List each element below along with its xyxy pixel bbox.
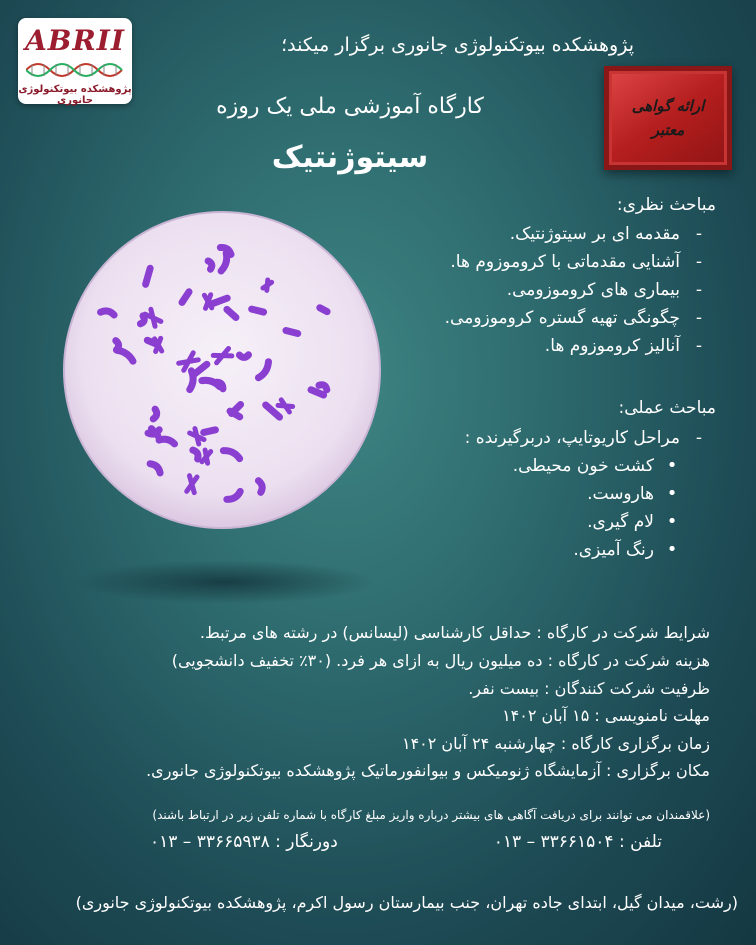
info-deadline: مهلت نامنویسی : ۱۵ آبان ۱۴۰۲ [502,706,710,725]
list-item: - بیماری های کروموزومی. [445,276,718,304]
list-item: - آشنایی مقدماتی با کروموزوم ها. [445,248,718,276]
list-item: • لام گیری. [513,508,690,536]
workshop-type: کارگاه آموزشی ملی یک روزه [216,94,484,119]
list-item: • هاروست. [513,480,690,508]
chromosome-mark [101,311,115,315]
list-item: - آنالیز کروموزوم ها. [445,332,718,360]
practice-intro-list [465,424,718,452]
chromosome-mark [147,340,155,343]
list-item: • کشت خون محیطی. [513,452,690,480]
info-capacity: ظرفیت شرکت کنندگان : بیست نفر. [468,679,710,698]
organizer-line: پژوهشکده بیوتکنولوژی جانوری برگزار میکند؛ [281,34,634,56]
chromosome-mark [148,430,159,434]
chromosome-mark [320,308,327,312]
chromosome-mark [146,268,151,284]
list-item: - چگونگی تهیه گستره کروموزومی. [445,304,718,332]
contact-note: (علاقمندان می توانند برای دریافت آگاهی های بیشتر درباره واریز مبلغ کارگاه با شماره تلفن زیر در ارتباط باشند) [152,808,710,822]
dna-helix-icon [26,58,124,82]
info-fee: هزینه شرکت در کارگاه : ده میلیون ریال به ازای هر فرد. (۳۰٪ تخفیف دانشجویی) [171,651,710,670]
chromosome-spread-image [40,190,400,610]
chromosome-mark [311,390,324,395]
practice-steps-list [513,452,690,564]
theory-list [445,220,718,360]
list-item: • رنگ آمیزی. [513,536,690,564]
fax-number: دورنگار : ۳۳۶۶۵۹۳۸ – ۰۱۳ [150,832,338,852]
certificate-badge [604,66,732,170]
abrii-logo [18,18,132,104]
chromosome-mark [204,430,216,433]
theory-title: مباحث نظری: [616,195,716,215]
info-location: مکان برگزاری : آزمایشگاه ژنومیکس و بیوانفورماتیک پژوهشکده بیوتکنولوژی جانوری. [146,761,710,780]
badge-line-1: ارائه گواهی [631,97,705,115]
list-item: - مراحل کاریوتایپ، دربرگیرنده : [465,424,718,452]
info-requirements: شرایط شرکت در کارگاه : حداقل کارشناسی (لیسانس) در رشته های مرتبط. [199,623,710,642]
chromosome-mark [258,481,262,493]
workshop-title: سیتوژنتیک [271,140,429,175]
chromosome-mark [153,409,156,419]
logo-subtitle: پژوهشکده بیوتکنولوژی جانوری [18,84,132,106]
chromosome-mark [286,331,298,334]
info-date: زمان برگزاری کارگاه : چهارشنبه ۲۴ آبان ۱۴۰۲ [401,734,710,753]
chromosome-mark [140,316,144,324]
phone-number: تلفن : ۳۳۶۶۱۵۰۴ – ۰۱۳ [493,832,662,852]
chromosome-mark [208,261,212,269]
list-item: - مقدمه ای بر سیتوژنتیک. [445,220,718,248]
chromosome-mark [252,309,264,312]
logo-title: ABRII [25,24,125,57]
address: (رشت، میدان گیل، ابتدای جاده تهران، جنب بیمارستان رسول اکرم، پژوهشکده بیوتکنولوژی جانوری) [75,893,738,912]
chromosome-mark [179,360,199,363]
chromosome-mark [116,341,119,350]
practice-title: مباحث عملی: [618,398,716,418]
badge-line-2: معتبر [651,121,685,139]
chromosome-mark [239,355,248,358]
